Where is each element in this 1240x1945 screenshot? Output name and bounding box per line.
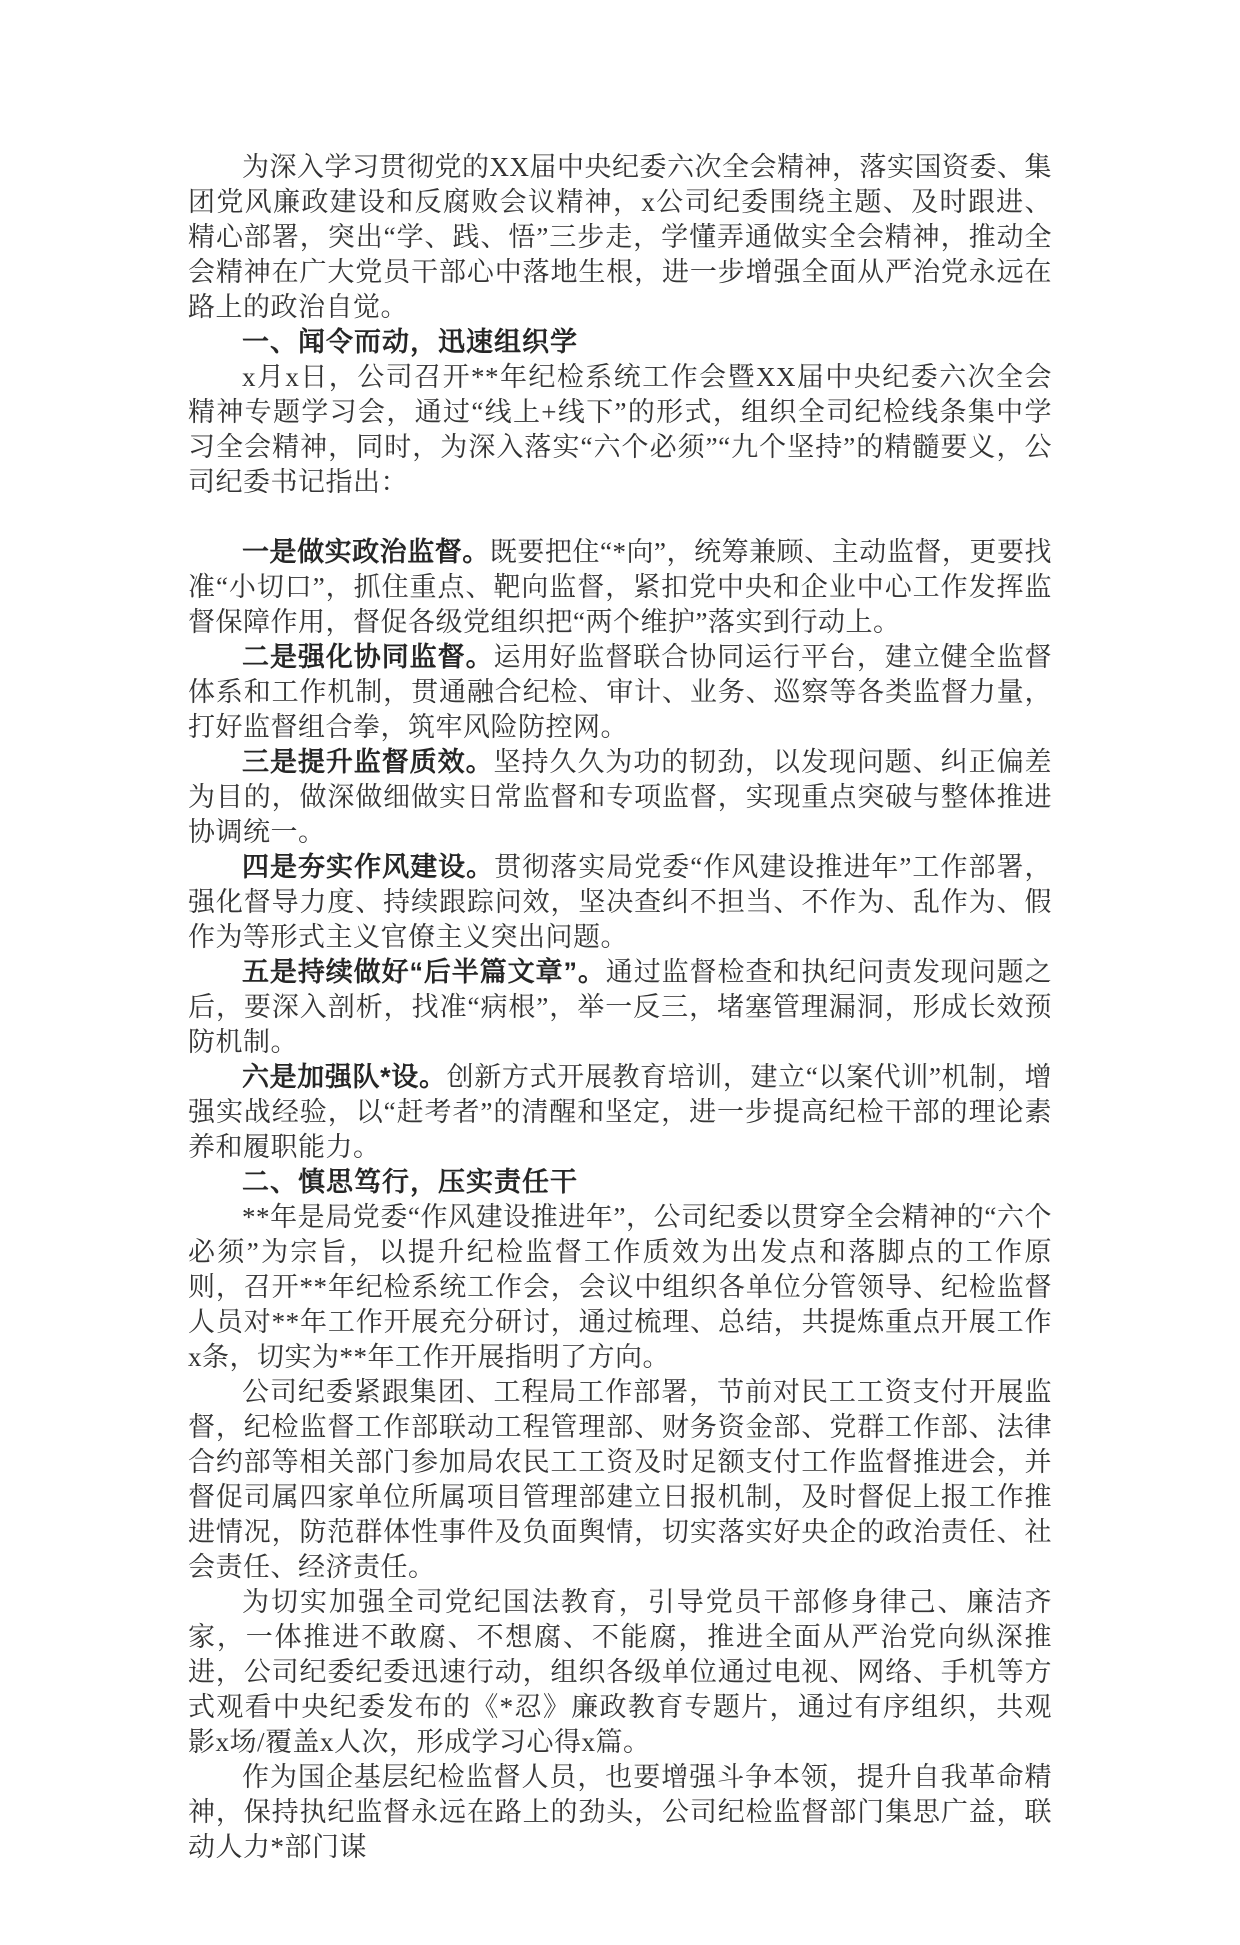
paragraph-text: 运用好监督联合协同运行平台，建立健全监督体系和工作机制，贯通融合纪检、审计、业务、巡察等各类监督力量，打好监督组合拳，筑牢风险防控网。 [188, 642, 1053, 742]
paragraph-lead: 三是提升监督质效。 [242, 747, 494, 777]
paragraph [188, 955, 1052, 1060]
paragraph: 为切实加强全司党纪国法教育，引导党员干部修身律己、廉洁齐家，一体推进不敢腐、不想腐、不能腐，推进全面从严治党向纵深推进，公司纪委纪委迅速行动，组织各级单位通过电视、网络、手机等方式观看中央纪委发布的《*忍》廉政教育专题片，通过有序组织，共观影x场/覆盖x人次，形成学习心得x篇。 [188, 1587, 1052, 1757]
paragraph-text: 坚持久久为功的韧劲，以发现问题、纠正偏差为目的，做深做细做实日常监督和专项监督，实现重点突破与整体推进协调统一。 [188, 747, 1053, 847]
paragraph-text: 创新方式开展教育培训，建立“以案代训”机制，增强实战经验，以“赶考者”的清醒和坚定，进一步提高纪检干部的理论素养和履职能力。 [188, 1062, 1052, 1162]
paragraph [188, 850, 1052, 955]
paragraph: x月x日，公司召开**年纪检系统工作会暨XX届中央纪委六次全会精神专题学习会，通过“线上+线下”的形式，组织全司纪检线条集中学习全会精神，同时，为深入落实“六个必须”“九个坚持”的精髓要义，公司纪委书记指出： [188, 362, 1052, 497]
paragraph-text: 既要把住“*向”，统筹兼顾、主动监督，更要找准“小切口”，抓住重点、靶向监督，紧扣党中央和企业中心工作发挥监督保障作用，督促各级党组织把“两个维护”落实到行动上。 [188, 537, 1053, 637]
paragraph: 为深入学习贯彻党的XX届中央纪委六次全会精神，落实国资委、集团党风廉政建设和反腐败会议精神，x公司纪委围绕主题、及时跟进、精心部署，突出“学、践、悟”三步走，学懂弄通做实全会精神，推动全会精神在广大党员干部心中落地生根，进一步增强全面从严治党永远在路上的政治自觉。 [188, 152, 1052, 322]
paragraph [188, 640, 1052, 745]
paragraph-lead: 四是夯实作风建设。 [242, 852, 495, 882]
blank-line [188, 500, 1052, 535]
paragraph [188, 1060, 1052, 1165]
paragraph-lead: 六是加强队*设。 [242, 1062, 447, 1092]
paragraph: 公司纪委紧跟集团、工程局工作部署，节前对民工工资支付开展监督，纪检监督工作部联动工程管理部、财务资金部、党群工作部、法律合约部等相关部门参加局农民工工资及时足额支付工作监督推进会，并督促司属四家单位所属项目管理部建立日报机制，及时督促上报工作推进情况，防范群体性事件及负面舆情，切实落实好央企的政治责任、社会责任、经济责任。 [188, 1377, 1052, 1582]
section-heading: 一、闻令而动，迅速组织学 [242, 327, 578, 357]
paragraph-lead: 一是做实政治监督。 [242, 537, 490, 567]
paragraph-lead: 二是强化协同监督。 [242, 642, 494, 672]
paragraph-text: 通过监督检查和执纪问责发现问题之后，要深入剖析，找准“病根”，举一反三，堵塞管理漏洞，形成长效预防机制。 [188, 957, 1053, 1057]
paragraph: 作为国企基层纪检监督人员，也要增强斗争本领，提升自我革命精神，保持执纪监督永远在路上的劲头，公司纪检监督部门集思广益，联动人力*部门谋 [188, 1762, 1052, 1862]
paragraph-text: 贯彻落实局党委“作风建设推进年”工作部署，强化督导力度、持续跟踪问效，坚决查纠不担当、不作为、乱作为、假作为等形式主义官僚主义突出问题。 [188, 852, 1053, 952]
section-heading: 二、慎思笃行，压实责任干 [242, 1167, 578, 1197]
paragraph-lead: 五是持续做好“后半篇文章”。 [242, 957, 606, 987]
paragraph: **年是局党委“作风建设推进年”，公司纪委以贯穿全会精神的“六个必须”为宗旨，以提升纪检监督工作质效为出发点和落脚点的工作原则，召开**年纪检系统工作会，会议中组织各单位分管领导、纪检监督人员对**年工作开展充分研讨，通过梳理、总结，共提炼重点开展工作x条，切实为**年工作开展指明了方向。 [188, 1202, 1052, 1372]
paragraph [188, 745, 1052, 850]
document-content [188, 150, 1052, 1865]
paragraph [188, 535, 1052, 640]
